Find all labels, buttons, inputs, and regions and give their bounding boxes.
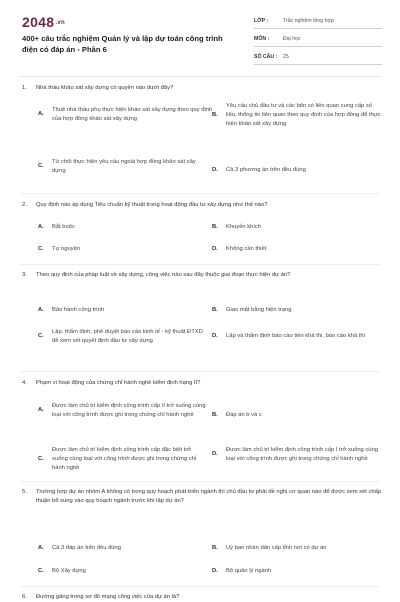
logo-main: 2048 (22, 14, 55, 30)
option-b[interactable] (212, 102, 384, 128)
option-text: Cả 3 phương án trên đều đúng (226, 167, 306, 173)
option-b[interactable] (212, 306, 382, 315)
question-1 (22, 84, 382, 93)
option-letter: A. (38, 224, 44, 230)
option-d[interactable] (212, 567, 382, 576)
option-a[interactable] (38, 106, 218, 124)
option-text: Được làm chủ trì kiểm định công trình cấp đặc biệt trở xuống cùng loại với công trình được ghi trong chứng chỉ hành nghề (52, 447, 197, 471)
logo-suffix: .vn (55, 20, 65, 27)
question-number: 1. (22, 85, 27, 91)
option-letter: B. (212, 545, 218, 551)
option-letter: B. (212, 111, 218, 118)
meta-info (254, 14, 382, 68)
option-letter: A. (38, 111, 44, 118)
option-d[interactable] (212, 245, 382, 254)
meta-key: SỐ CÂU : (254, 54, 278, 60)
option-a[interactable] (38, 402, 208, 420)
question-text: Phạm vi hoạt động của chứng chỉ hành nghề kiểm định hạng II? (36, 380, 201, 386)
option-text: Từ chối thực hiện yêu cầu ngoài hợp đồng khảo sát xây dựng (52, 159, 196, 174)
option-c[interactable] (38, 158, 200, 176)
meta-key: LỚP : (254, 18, 269, 24)
option-letter: C. (38, 568, 44, 574)
meta-row-class (254, 14, 382, 29)
option-a[interactable] (38, 544, 208, 553)
option-text: Yêu cầu chủ đầu tư và các bên có liên quan cung cấp số liệu, thông tin liên quan theo quy định của hợp đồng để thực hiện khảo sát xây dựng (226, 103, 381, 127)
question-number: 2. (22, 202, 27, 208)
option-b[interactable] (212, 411, 382, 420)
meta-key: MÔN : (254, 36, 270, 42)
option-a[interactable] (38, 223, 208, 232)
meta-value: Trắc nghiệm tổng hợp (283, 18, 334, 24)
option-text: Thuê nhà thầu phụ thực hiện khảo sát xây dựng theo quy định của hợp đồng khảo sát xây dựng (52, 107, 213, 122)
option-text: Lập và thẩm định báo cáo tiền khả thi, báo cáo khả thi (226, 333, 365, 339)
option-c[interactable] (38, 245, 208, 254)
option-letter: C. (38, 246, 44, 252)
option-letter: C. (38, 455, 44, 462)
option-d[interactable] (212, 332, 382, 341)
option-c[interactable] (38, 567, 208, 576)
option-d[interactable] (212, 446, 384, 464)
option-letter: B. (212, 412, 218, 418)
meta-row-subject (254, 32, 382, 47)
option-text: Cả 3 đáp án trên đều đúng (52, 545, 121, 551)
option-letter: B. (212, 307, 218, 313)
document-title: 400+ câu trắc nghiệm Quản lý và lập dự toán công trình điện có đáp án - Phần 6 (22, 34, 223, 54)
option-text: Được làm chủ trì kiểm định công trình cấp I trở xuống cùng loại với công trình được ghi trong chứng chỉ hành nghề (226, 447, 378, 462)
question-divider (20, 481, 380, 482)
meta-row-count (254, 50, 382, 65)
option-text: Được làm chủ trì kiểm định công trình cấp II trở xuống cùng loại với công trình được ghi trong chứng chỉ hành nghề (52, 403, 206, 418)
option-a[interactable] (38, 306, 208, 315)
site-logo[interactable] (22, 14, 65, 30)
question-4 (22, 379, 382, 388)
question-divider (20, 586, 380, 587)
option-text: Uỷ ban nhân dân cấp tỉnh nơi có dự án (226, 545, 327, 551)
question-5 (22, 488, 382, 505)
option-letter: A. (38, 545, 44, 551)
option-letter: D. (212, 167, 218, 173)
option-text: Khuyến khích (226, 224, 262, 230)
option-letter: A. (38, 307, 44, 313)
header-divider (20, 76, 380, 77)
question-number: 6. (22, 594, 27, 600)
option-letter: C. (38, 163, 44, 170)
question-number: 5. (22, 489, 27, 495)
option-text: Không cần thiết (226, 246, 267, 252)
option-letter: D. (212, 451, 218, 458)
question-6 (22, 593, 382, 602)
question-text: Theo quy định của pháp luật về xây dựng, công việc nào sau đây thuộc giai đoạn thực hiện dự án? (36, 272, 291, 278)
meta-value: 25 (283, 54, 289, 60)
option-text: Tự nguyện (52, 246, 81, 252)
question-divider (20, 264, 380, 265)
option-text: Bộ quản lý ngành (226, 568, 272, 574)
question-text: Quy định nào áp dụng Tiêu chuẩn kỹ thuật trong hoạt động đầu tư xây dựng như thế nào? (36, 202, 268, 208)
option-b[interactable] (212, 544, 384, 553)
question-text: Đường găng trong sơ đồ mạng công việc của dự án là? (36, 594, 180, 600)
question-number: 4. (22, 380, 27, 386)
option-text: Đáp án b và c (226, 412, 262, 418)
option-c[interactable] (38, 328, 210, 346)
option-d[interactable] (212, 166, 382, 175)
option-text: Giao mặt bằng hiện trạng (226, 307, 292, 313)
question-number: 3. (22, 272, 27, 278)
option-text: Bắt buộc (52, 224, 75, 230)
option-letter: B. (212, 224, 218, 230)
question-2 (22, 201, 382, 210)
question-3 (22, 271, 382, 280)
option-text: Lập, thẩm định, phê duyệt báo cáo kinh tế - kỹ thuật ĐTXD để xem xét quyết định đầu tư xây dựng (52, 329, 203, 344)
option-text: Bộ Xây dựng (52, 568, 86, 574)
question-text: Nhà thầu khảo sát xây dựng có quyền nào dưới đây? (36, 85, 174, 91)
option-c[interactable] (38, 446, 208, 472)
question-divider (20, 371, 380, 372)
option-letter: A. (38, 407, 44, 414)
question-divider (20, 193, 380, 194)
meta-value: Đại học (283, 36, 301, 42)
option-letter: C. (38, 333, 44, 340)
option-text: Bảo hành công trình (52, 307, 105, 313)
option-letter: D. (212, 568, 218, 574)
question-text: Trường hợp dự án nhóm A không có trong quy hoạch phát triển ngành thì chủ đầu tư phải đề nghị cơ quan nào để được xem xét chấp thuận bổ sung vào quy hoạch ngành trước khi lập dự án? (36, 489, 382, 504)
option-letter: D. (212, 333, 218, 339)
option-letter: D. (212, 246, 218, 252)
option-b[interactable] (212, 223, 382, 232)
